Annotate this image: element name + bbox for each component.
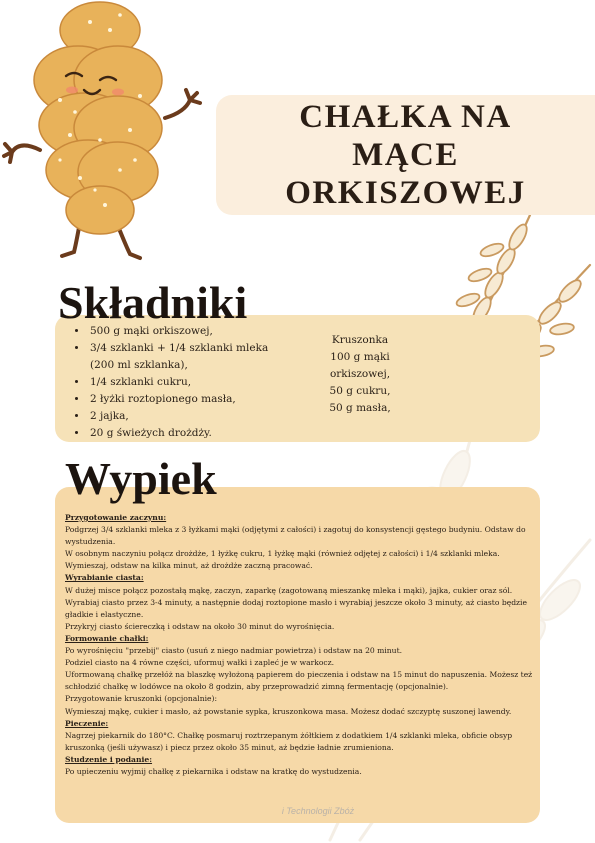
step-text: W dużej misce połącz pozostałą mąkę, zaczyn, zaparkę (zagotowaną mieszankę mleka i mąki), jajka, cukier oraz sól. <box>65 585 513 595</box>
ingredient-item: • 20 g świeżych drożdży. <box>88 425 278 442</box>
ingredient-item: • 2 jajka, <box>88 408 278 425</box>
crumble-title: Kruszonka <box>331 334 389 346</box>
crumble-item: 50 g masła, <box>329 402 391 414</box>
crumble-item: 100 g mąki orkiszowej, <box>329 351 391 380</box>
challah-mascot-illustration <box>0 0 210 285</box>
step-heading: Przygotowanie zaczynu: <box>65 513 167 522</box>
step-text: Po wyrośnięciu "przebij" ciasto (usuń z niego nadmiar powietrza) i odstaw na 20 minut. <box>65 646 403 656</box>
step-text: Przykryj ciasto ściereczką i odstaw na około 30 minut do wyrośnięcia. <box>65 621 335 631</box>
step-text: Podziel ciasto na 4 równe części, uformuj wałki i zapleć je w warkocz. <box>65 658 335 668</box>
page-title: CHAŁKA NA MĄCE ORKISZOWEJ <box>285 99 526 211</box>
ingredient-item: • 1/4 szklanki cukru, <box>88 374 278 391</box>
ingredient-item: • 500 g mąki orkiszowej, <box>88 323 278 340</box>
ingredient-item: • 3/4 szklanki + 1/4 szklanki mleka (200 ml szklanka), <box>88 340 278 374</box>
step-heading: Studzenie i podanie: <box>65 754 153 764</box>
baking-steps <box>65 512 535 778</box>
step-text: Wyrabiaj ciasto przez 3-4 minuty, a następnie dodaj roztopione masło i wyrabiaj jeszcze około 3 minuty, aż ciasto będzie gładkie i elastyczne. <box>65 597 527 619</box>
ingredient-item: • 2 łyżki roztopionego masła, <box>88 391 278 408</box>
baking-heading: Wypiek <box>65 453 217 504</box>
title-box <box>216 95 595 215</box>
step-text: Przygotowanie kruszonki (opcjonalnie): <box>65 694 218 704</box>
step-text: Uformowaną chałkę przełóż na blaszkę wyłożoną papierem do pieczenia i odstaw na 15 minut do napuszenia. Możesz też schłodzić chałkę w lodówce na około 8 godzin, aby przeprowadzić zimną fermentację (opcjonalnie). <box>65 670 533 692</box>
watermark-text: i Technologii Zbóż <box>281 806 355 816</box>
step-text: Wymieszaj mąkę, cukier i masło, aż powstanie sypka, kruszonkowa masa. Możesz dodać szczyptę suszonej lawendy. <box>65 706 512 716</box>
step-text: Podgrzej 3/4 szklanki mleka z 3 łyżkami mąki (odjętymi z całości) i zagotuj do konsystencji gęstego budyniu. Odstaw do wystudzenia. <box>65 525 526 547</box>
step-text: W osobnym naczyniu połącz drożdże, 1 łyżkę cukru, 1 łyżkę mąki (również odjętej z całości) i 1/4 szklanki mleka. <box>65 549 500 559</box>
step-text: Nagrzej piekarnik do 180°C. Chałkę posmaruj roztrzepanym żółtkiem z dodatkiem 1/4 szklanki mleka, obficie obsyp kruszonką (jeśli używasz) i piecz przez około 35 minut, aż będzie ładnie zrumieniona. <box>65 730 513 752</box>
step-heading: Formowanie chałki: <box>65 633 149 643</box>
ingredients-list <box>70 323 278 442</box>
ingredients-heading: Składniki <box>58 277 248 328</box>
step-text: Wymieszaj, odstaw na kilka minut, aż drożdże zaczną pracować. <box>65 561 313 571</box>
step-heading: Wyrabianie ciasta: <box>65 573 144 583</box>
crumble-block <box>300 332 420 417</box>
step-text: Po upieczeniu wyjmij chałkę z piekarnika i odstaw na kratkę do wystudzenia. <box>65 766 362 776</box>
step-heading: Pieczenie: <box>65 718 109 728</box>
crumble-item: 50 g cukru, <box>329 385 391 397</box>
